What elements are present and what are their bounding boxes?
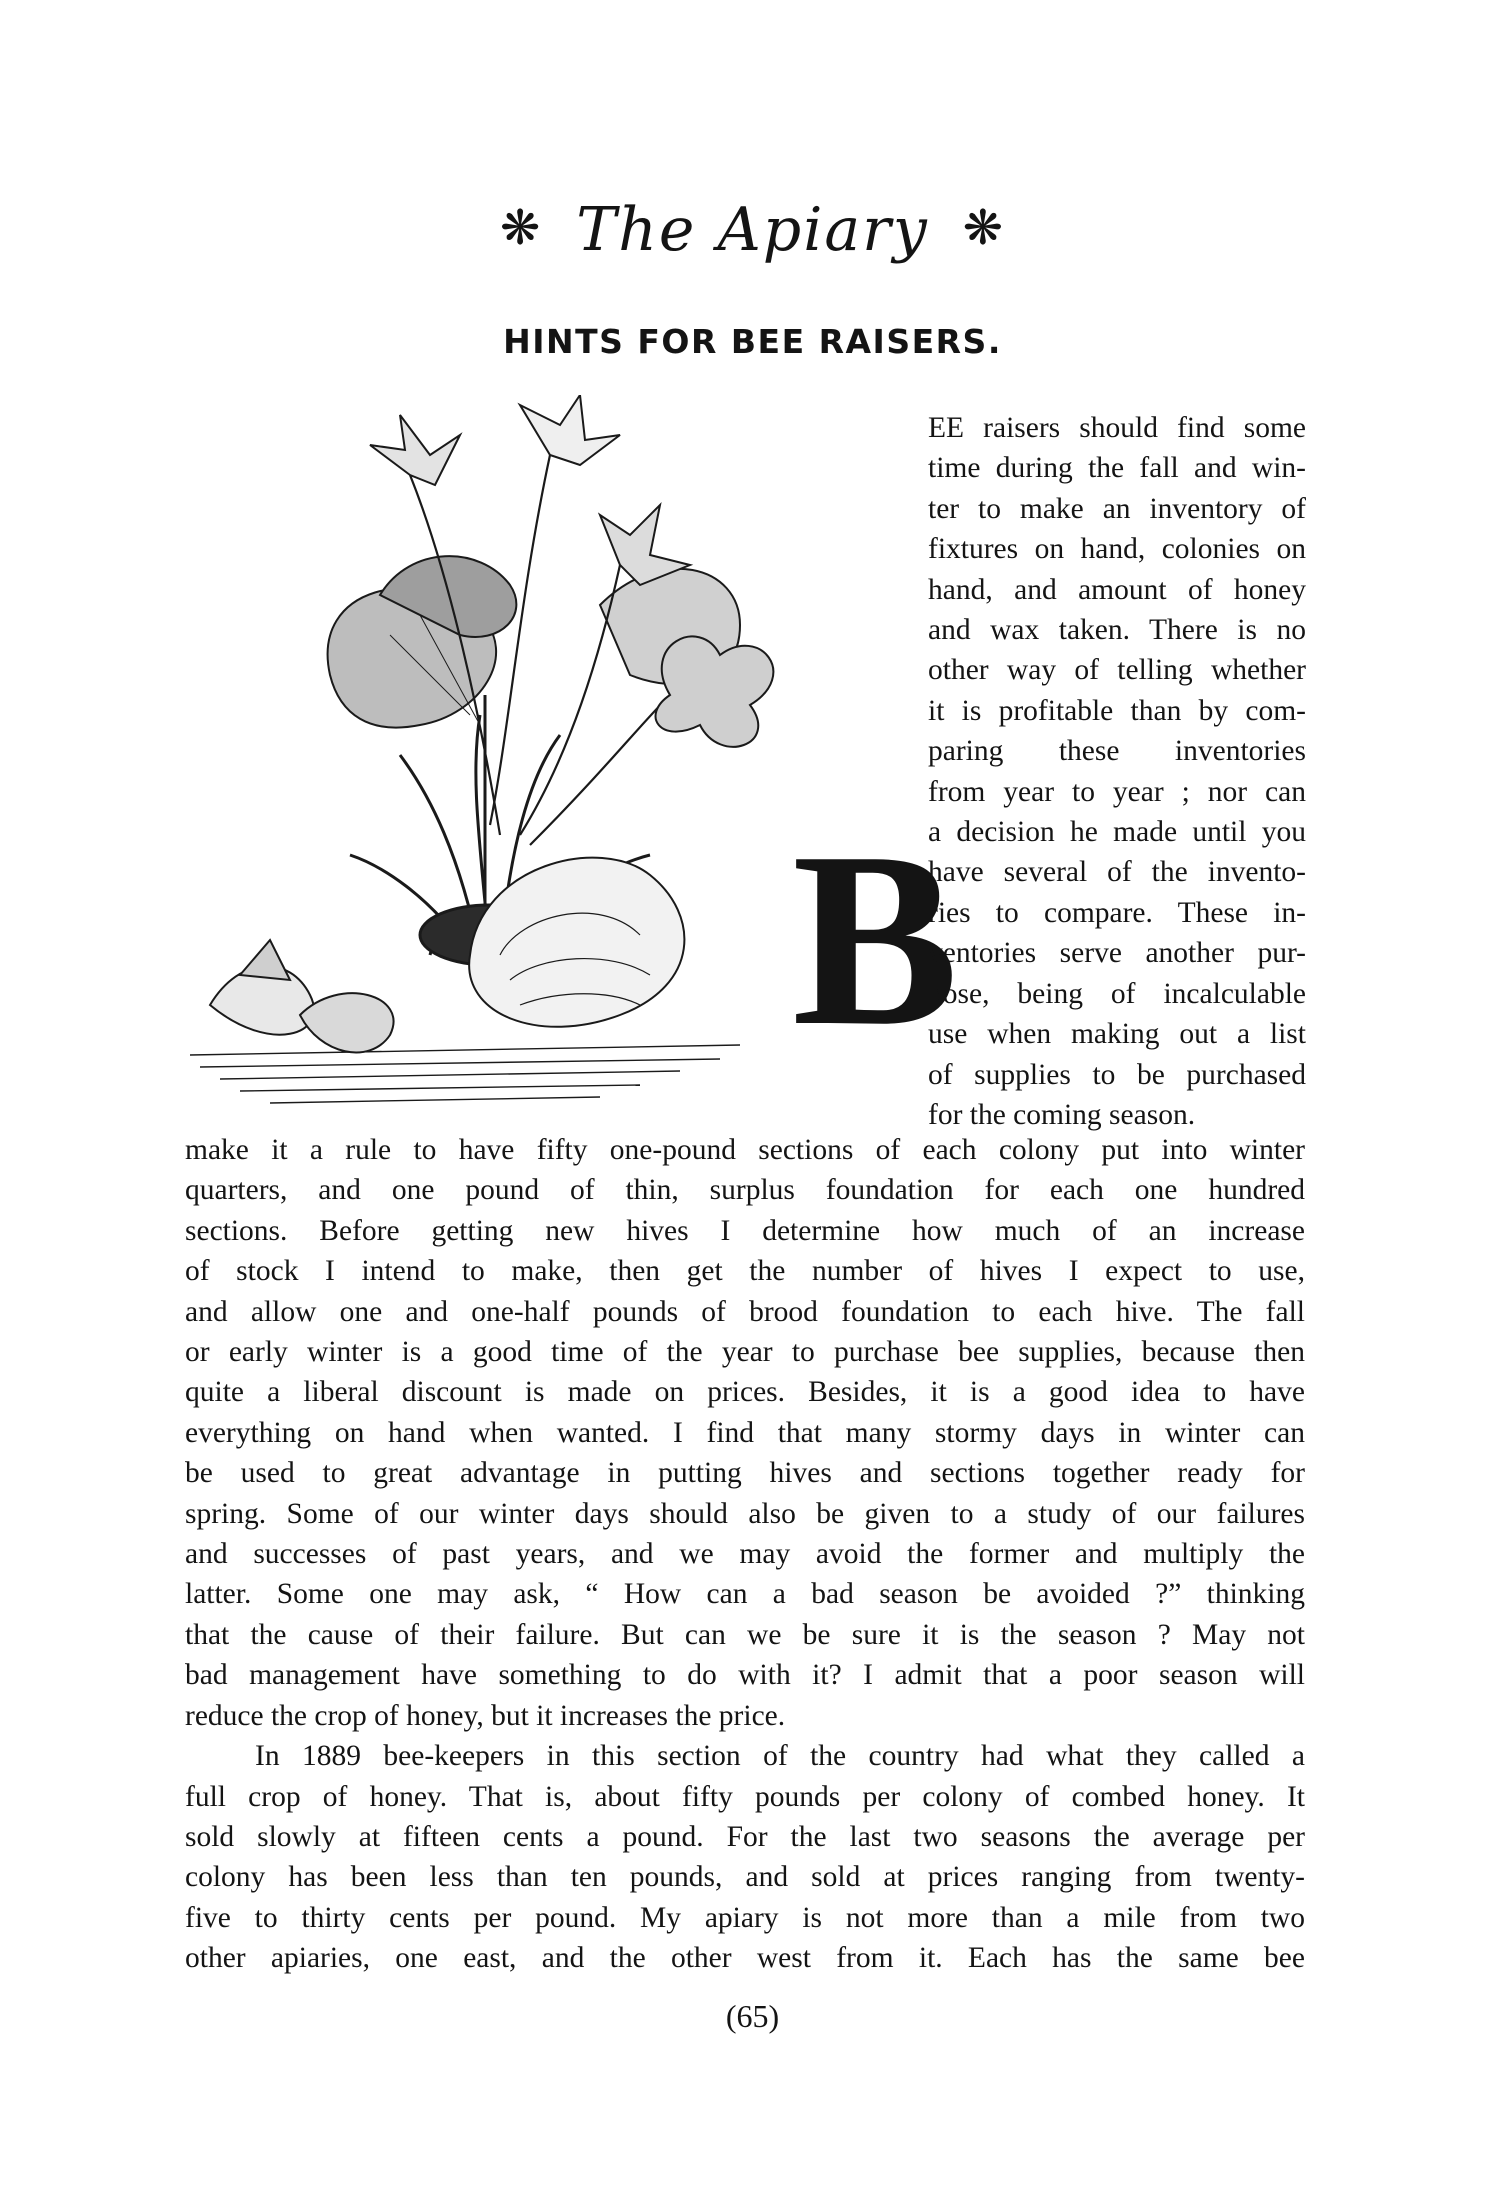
text-line: a decision he made until you — [928, 816, 1306, 849]
text-line: have several of the invento- — [928, 856, 1306, 889]
text-line: bad management have something to do with it? I admit that a poor season will — [185, 1659, 1305, 1692]
fallen-blossoms — [210, 940, 394, 1052]
text-line: for the coming season. — [928, 1098, 1196, 1131]
text-line: or early winter is a good time of the year to purchase bee supplies, because then — [185, 1336, 1305, 1369]
text-line: In 1889 bee-keepers in this section of the country had what they called a — [255, 1740, 1305, 1773]
text-line: ventories serve another pur- — [928, 937, 1306, 970]
ground-hatching — [190, 1045, 740, 1103]
section-title: The Apiary — [576, 195, 929, 265]
text-line: of supplies to be purchased — [928, 1058, 1306, 1091]
text-line: pose, being of incalculable — [928, 977, 1306, 1010]
text-line: hand, and amount of honey — [928, 573, 1306, 606]
text-line: colony has been less than ten pounds, and sold at prices ranging from twenty- — [185, 1861, 1305, 1894]
text-line: and wax taken. There is no — [928, 614, 1306, 647]
text-line: make it a rule to have fifty one-pound sections of each colony put into winter — [185, 1134, 1305, 1166]
body-text — [185, 1130, 1305, 1979]
text-line: full crop of honey. That is, about fifty pounds per colony of combed honey. It — [185, 1780, 1305, 1813]
page-number: (65) — [725, 1998, 780, 2034]
text-line: that the cause of their failure. But can we be sure it is the season ? May not — [185, 1618, 1305, 1651]
side-column-text — [928, 408, 1306, 1135]
text-line: reduce the crop of honey, but it increases the price. — [185, 1699, 786, 1732]
text-line: use when making out a list — [928, 1018, 1306, 1051]
text-line: and successes of past years, and we may avoid the former and multiply the — [185, 1538, 1305, 1571]
ornament-left-icon: ❋ — [500, 200, 543, 256]
text-line: other apiaries, one east, and the other west from it. Each has the same bee — [185, 1942, 1305, 1975]
text-line: and allow one and one-half pounds of brood foundation to each hive. The fall — [185, 1295, 1305, 1328]
text-line: be used to great advantage in putting hives and sections together ready for — [185, 1457, 1305, 1490]
text-line: quite a liberal discount is made on prices. Besides, it is a good idea to have — [185, 1376, 1305, 1409]
text-line: of stock I intend to make, then get the number of hives I expect to use, — [185, 1255, 1305, 1288]
ornament-right-icon: ❋ — [962, 200, 1005, 256]
text-line: ries to compare. These in- — [928, 896, 1306, 929]
text-line: spring. Some of our winter days should also be given to a study of our failures — [185, 1497, 1305, 1530]
text-line: it is profitable than by com- — [928, 694, 1306, 727]
text-line: other way of telling whether — [928, 654, 1306, 687]
text-line: ter to make an inventory of — [928, 492, 1306, 525]
text-line: five to thirty cents per pound. My apiary is not more than a mile from two — [185, 1901, 1305, 1934]
text-line: EE raisers should find some — [928, 412, 1306, 444]
text-line: quarters, and one pound of thin, surplus foundation for each one hundred — [185, 1174, 1305, 1207]
drop-cap-letter: B — [792, 801, 959, 1078]
text-line: everything on hand when wanted. I find that many stormy days in winter can — [185, 1416, 1305, 1449]
text-line: from year to year ; nor can — [928, 775, 1306, 808]
text-line: latter. Some one may ask, “ How can a bad season be avoided ?” thinking — [185, 1578, 1305, 1611]
text-line: paring these inventories — [928, 735, 1306, 768]
shell-pot — [469, 858, 684, 1027]
section-header — [0, 195, 1505, 265]
text-line: sold slowly at fifteen cents a pound. For the last two seasons the average per — [185, 1820, 1305, 1853]
text-line: fixtures on hand, colonies on — [928, 533, 1306, 566]
text-line: time during the fall and win- — [928, 452, 1306, 485]
article-title: HINTS FOR BEE RAISERS. — [503, 322, 1002, 361]
text-line: sections. Before getting new hives I determine how much of an increase — [185, 1214, 1305, 1247]
